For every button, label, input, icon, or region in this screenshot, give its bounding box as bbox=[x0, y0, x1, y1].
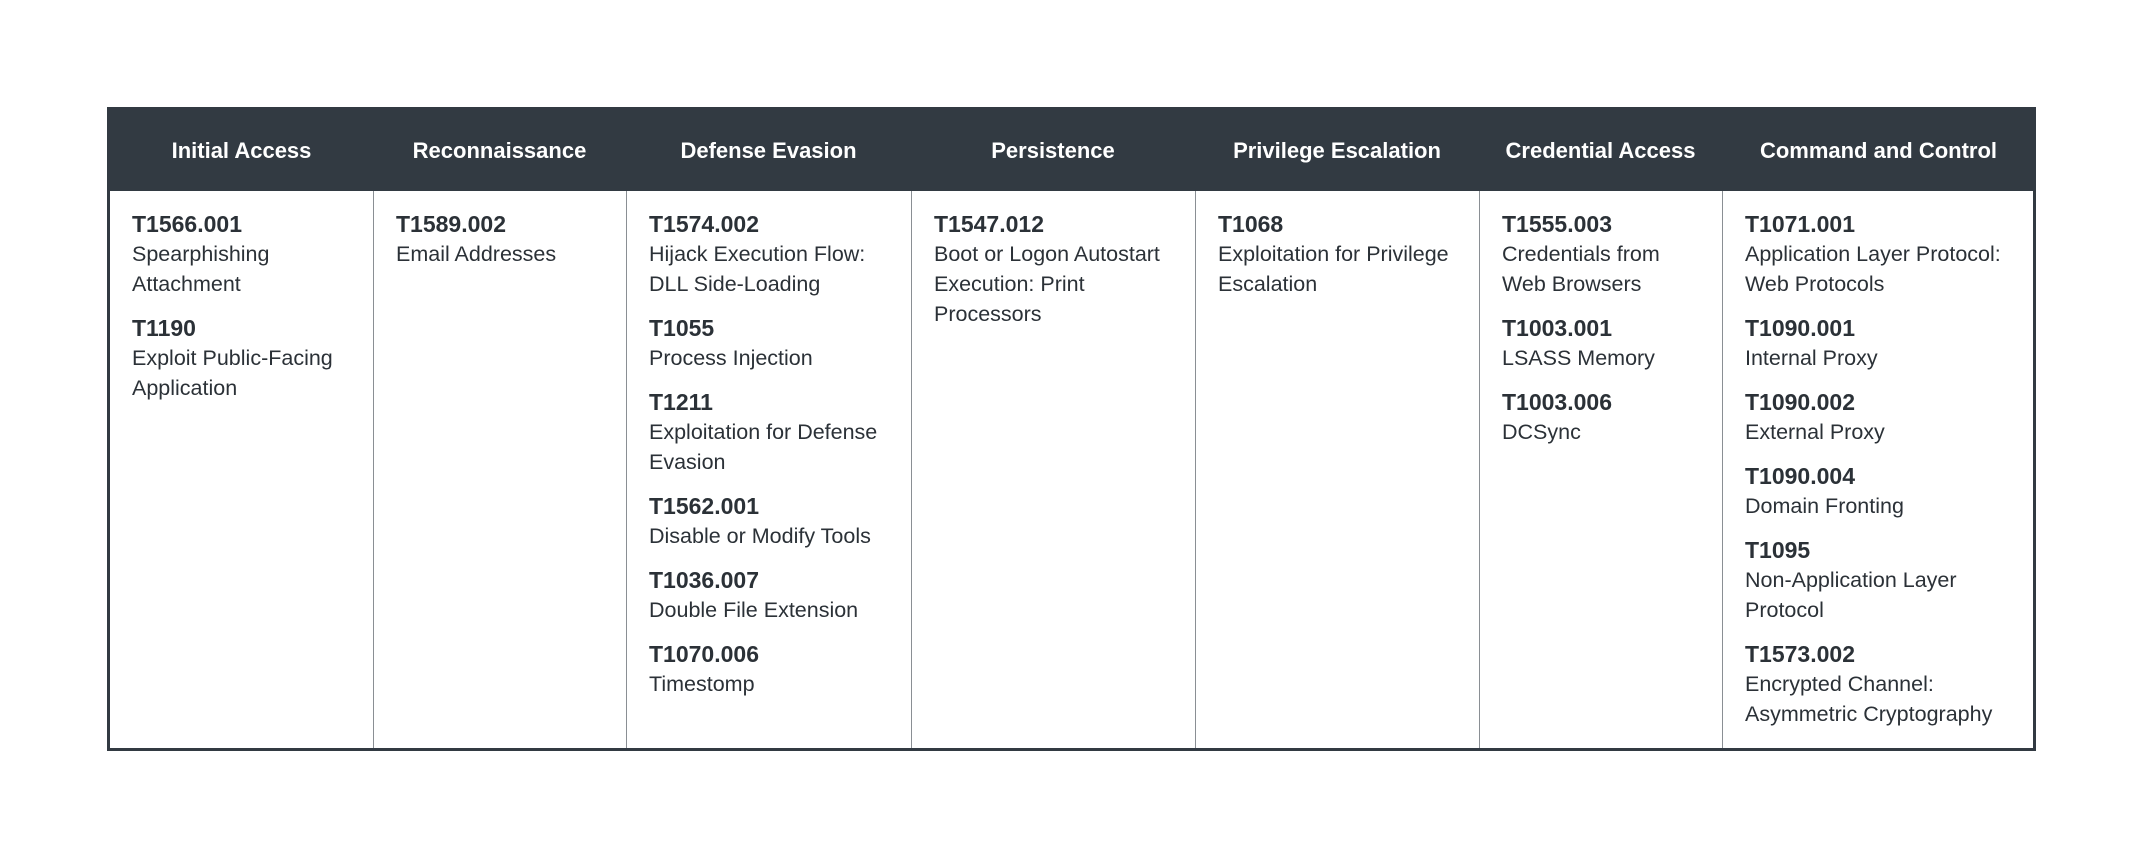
technique-name: Encrypted Channel: Asymmetric Cryptography bbox=[1745, 672, 1993, 726]
technique-name: Domain Fronting bbox=[1745, 494, 1904, 518]
technique-name: Disable or Modify Tools bbox=[649, 524, 871, 548]
technique-id: T1566.001 bbox=[132, 211, 242, 237]
attack-matrix-table bbox=[107, 107, 2036, 751]
technique-item bbox=[649, 565, 891, 625]
technique-id: T1071.001 bbox=[1745, 211, 1855, 237]
technique-name: DCSync bbox=[1502, 420, 1581, 444]
tactic-header-credential-access: Credential Access bbox=[1479, 110, 1722, 191]
technique-item bbox=[649, 639, 891, 699]
technique-id: T1589.002 bbox=[396, 211, 506, 237]
technique-name: Email Addresses bbox=[396, 242, 557, 266]
technique-name: Exploitation for Privilege Escalation bbox=[1218, 242, 1449, 296]
tactic-header-persistence: Persistence bbox=[911, 110, 1195, 191]
technique-id: T1090.002 bbox=[1745, 389, 1855, 415]
technique-item bbox=[1745, 461, 2015, 521]
technique-name: Timestomp bbox=[649, 672, 755, 696]
technique-name: Non-Application Layer Protocol bbox=[1745, 568, 1957, 622]
technique-id: T1003.006 bbox=[1502, 389, 1612, 415]
technique-id: T1574.002 bbox=[649, 211, 759, 237]
technique-item bbox=[1502, 387, 1702, 447]
tactic-header-defense-evasion: Defense Evasion bbox=[626, 110, 911, 191]
technique-name: Exploit Public-Facing Application bbox=[132, 346, 333, 400]
technique-item bbox=[934, 209, 1175, 329]
technique-item bbox=[1745, 387, 2015, 447]
tactic-header-command-and-control: Command and Control bbox=[1722, 110, 2035, 191]
technique-item bbox=[649, 209, 891, 299]
technique-name: Credentials from Web Browsers bbox=[1502, 242, 1660, 296]
tactic-column-initial-access bbox=[110, 191, 373, 748]
technique-name: Double File Extension bbox=[649, 598, 859, 622]
technique-name: Process Injection bbox=[649, 346, 813, 370]
technique-item bbox=[1745, 639, 2015, 729]
technique-name: Hijack Execution Flow: DLL Side-Loading bbox=[649, 242, 866, 296]
technique-id: T1190 bbox=[132, 315, 196, 341]
technique-item bbox=[1745, 313, 2015, 373]
technique-item bbox=[1502, 209, 1702, 299]
technique-name: Exploitation for Defense Evasion bbox=[649, 420, 878, 474]
technique-id: T1068 bbox=[1218, 211, 1284, 237]
technique-item bbox=[649, 491, 891, 551]
technique-item bbox=[132, 313, 353, 403]
technique-item bbox=[649, 313, 891, 373]
technique-id: T1562.001 bbox=[649, 493, 759, 519]
technique-id: T1547.012 bbox=[934, 211, 1044, 237]
technique-name: External Proxy bbox=[1745, 420, 1885, 444]
technique-id: T1070.006 bbox=[649, 641, 759, 667]
tactic-header-privilege-escalation: Privilege Escalation bbox=[1195, 110, 1479, 191]
technique-item bbox=[649, 387, 891, 477]
tactic-column-privilege-escalation bbox=[1195, 191, 1479, 748]
tactic-column-credential-access bbox=[1479, 191, 1722, 748]
technique-item bbox=[1218, 209, 1459, 299]
tactic-header-reconnaissance: Reconnaissance bbox=[373, 110, 626, 191]
technique-id: T1055 bbox=[649, 315, 715, 341]
technique-item bbox=[1502, 313, 1702, 373]
technique-id: T1090.001 bbox=[1745, 315, 1855, 341]
technique-id: T1095 bbox=[1745, 537, 1811, 563]
technique-item bbox=[1745, 535, 2015, 625]
technique-id: T1555.003 bbox=[1502, 211, 1612, 237]
technique-name: LSASS Memory bbox=[1502, 346, 1655, 370]
technique-item bbox=[132, 209, 353, 299]
technique-name: Application Layer Protocol: Web Protocols bbox=[1745, 242, 2001, 296]
technique-id: T1036.007 bbox=[649, 567, 759, 593]
tactic-header-initial-access: Initial Access bbox=[110, 110, 373, 191]
technique-item bbox=[396, 209, 606, 269]
technique-name: Spearphishing Attachment bbox=[132, 242, 270, 296]
technique-id: T1573.002 bbox=[1745, 641, 1855, 667]
technique-id: T1090.004 bbox=[1745, 463, 1855, 489]
tactic-column-defense-evasion bbox=[626, 191, 911, 748]
technique-id: T1003.001 bbox=[1502, 315, 1612, 341]
tactic-column-command-and-control bbox=[1722, 191, 2035, 748]
technique-name: Boot or Logon Autostart Execution: Print Processors bbox=[934, 242, 1160, 326]
tactic-column-reconnaissance bbox=[373, 191, 626, 748]
tactic-column-persistence bbox=[911, 191, 1195, 748]
technique-id: T1211 bbox=[649, 389, 713, 415]
technique-item bbox=[1745, 209, 2015, 299]
technique-name: Internal Proxy bbox=[1745, 346, 1878, 370]
